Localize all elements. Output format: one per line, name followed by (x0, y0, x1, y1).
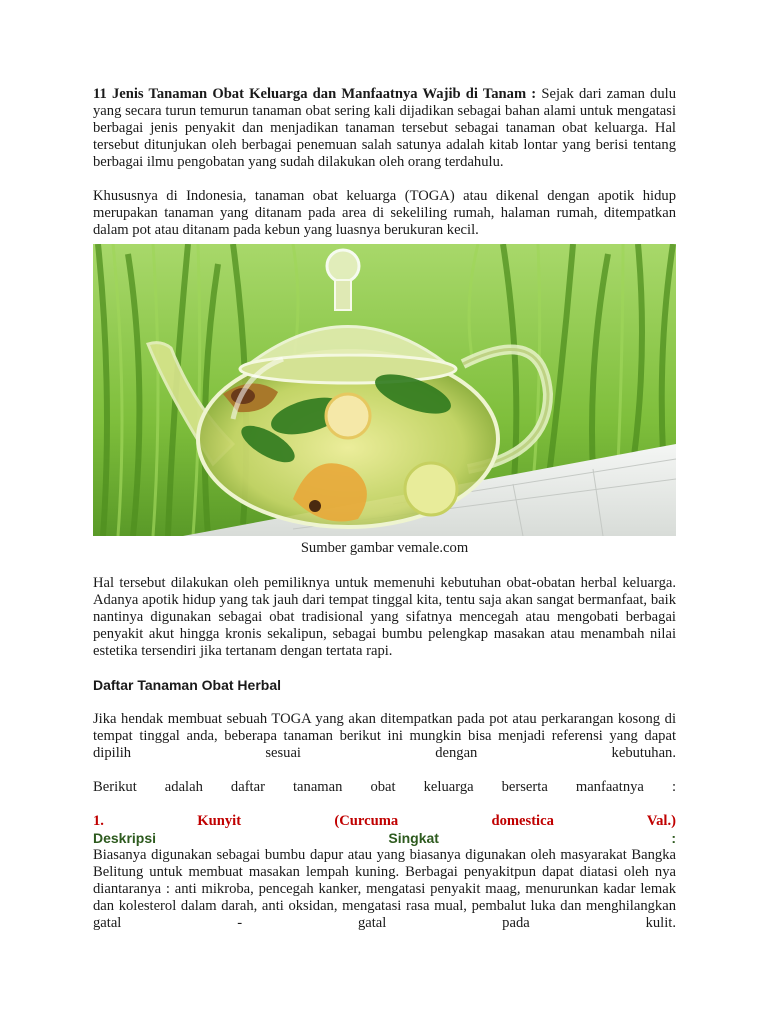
teapot-photo (93, 244, 676, 536)
document-page (93, 86, 676, 932)
intro-paragraph (93, 86, 676, 171)
section-heading: Daftar Tanaman Obat Herbal (93, 677, 282, 693)
benefit-paragraph: Hal tersebut dilakukan oleh pemiliknya untuk memenuhi kebutuhan obat-obatan herbal keluarga. Adanya apotik hidup yang tak jauh dari tempat tinggal kita, tentu saja akan sangat bermanfaat, baik nantinya digunakan sebagai obat tradisional yang sifatnya mencegah atau mengobati berbagai penyakit akut hingga kronis sekalipun, sebagai bumbu pelengkap masakan atau menambah nilai estetika tersendiri jika tertanam dengan tertata rapi. (93, 575, 676, 659)
figure-caption: Sumber gambar vemale.com (300, 540, 469, 556)
toga-paragraph: Khususnya di Indonesia, tanaman obat keluarga (TOGA) atau dikenal dengan apotik hidup merupakan tanaman yang ditanam pada area di sekeliling rumah, halaman rumah, ditempatkan dalam pot atau ditanam pada kebun yang luasnya berukuran kecil. (93, 188, 676, 238)
article-title: 11 Jenis Tanaman Obat Keluarga dan Manfaatnya Wajib di Tanam : (93, 86, 537, 102)
list-intro-paragraph: Berikut adalah daftar tanaman obat keluarga berserta manfaatnya : (93, 779, 676, 795)
item-1-title: 1. Kunyit (Curcuma domestica Val.) (93, 813, 676, 829)
item-1-sublabel: Deskripsi Singkat : (93, 830, 676, 846)
toga-intro-paragraph: Jika hendak membuat sebuah TOGA yang akan ditempatkan pada pot atau perkarangan kosong di tempat tinggal anda, beberapa tanaman berikut ini mungkin bisa menjadi referensi yang dapat dipilih sesuai dengan kebutuhan. (93, 711, 676, 761)
item-1-description: Biasanya digunakan sebagai bumbu dapur atau yang biasanya digunakan oleh masyarakat Bangka Belitung untuk membuat masakan lempah kuning. Berbagai penyakitpun dapat diatasi oleh nya diantaranya : anti mikroba, pencegah kanker, mengatasi penyakit maag, menurunkan kadar lemak dan kolesterol dalam darah, anti oksidan, mengatasi rasa mual, pembalut luka dan menghilangkan gatal - gatal pada kulit. (93, 847, 676, 931)
teapot-illustration (93, 244, 676, 536)
intro-text: Sejak dari zaman dulu yang secara turun temurun tanaman obat sering kali dijadikan sebagai bahan alami untuk mengatasi berbagai jenis penyakit dan menjadikan tanaman tersebut sebagai tanaman obat keluarga. Hal tersebut ditunjukan oleh berbagai penemuan salah satunya adalah kitab lontar yang berisi tentang berbagai ilmu pengobatan yang sudah dilakukan oleh orang terdahulu. (93, 86, 677, 170)
